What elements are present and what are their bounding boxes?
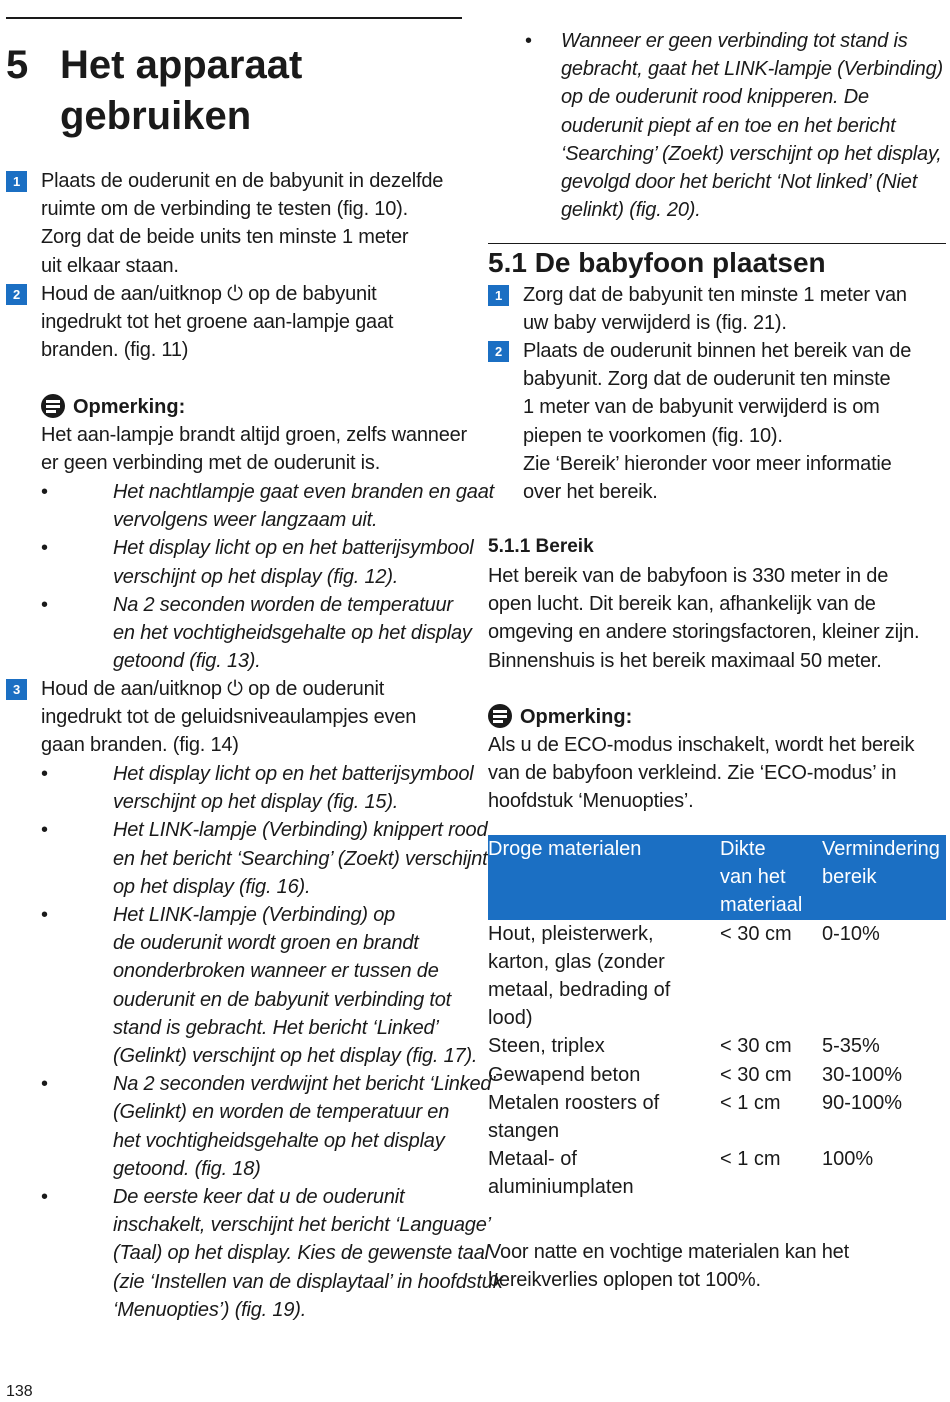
step-text: [523, 281, 907, 337]
bullet-line: (Taal) op het display. Kies de gewenste taal: [113, 1242, 489, 1265]
bullet-line: Het LINK-lampje (Verbinding) knippert rood: [113, 819, 488, 842]
header-line: materiaal: [720, 894, 803, 917]
cell-line: lood): [488, 1007, 533, 1030]
table-cell: [822, 920, 946, 1033]
bullet-marker: •: [41, 481, 48, 503]
step-badge: 2: [488, 341, 509, 362]
text-line: babyunit. Zorg dat de ouderunit ten minste: [523, 368, 891, 391]
text-line: Als u de ECO-modus inschakelt, wordt het bereik: [488, 734, 915, 756]
cell-line: stangen: [488, 1120, 560, 1143]
range-text: [488, 562, 919, 675]
bullet-line: (Gelinkt) en worden de temperatuur en: [113, 1101, 450, 1124]
text-line: hoofdstuk ‘Menuopties’.: [488, 790, 694, 813]
header-line: Droge materialen: [488, 838, 642, 860]
step-badge: 2: [6, 284, 27, 305]
table-cell: [488, 920, 720, 1033]
table-header-cell: [822, 835, 946, 920]
bullet-text: [113, 591, 472, 676]
table-cell: [720, 1061, 822, 1089]
table-cell: [488, 1089, 720, 1145]
bullet-marker: •: [525, 30, 532, 52]
top-rule-left: [6, 17, 462, 19]
bullet-text: [113, 760, 474, 816]
step-text: [41, 167, 443, 280]
cell-line: < 1 cm: [720, 1148, 781, 1171]
bullet-marker: •: [41, 1186, 48, 1209]
text-line: Houd de aan/uitknop ⏻ op de ouderunit: [41, 678, 385, 700]
bullet-line: Het display licht op en het batterijsymbool: [113, 763, 474, 785]
bullet-line: op de ouderunit rood knipperen. De: [561, 86, 869, 109]
table-cell: [822, 1145, 946, 1201]
closing-text: [488, 1238, 849, 1294]
bullet-line: Na 2 seconden worden de temperatuur: [113, 593, 453, 616]
cell-line: 5-35%: [822, 1035, 880, 1058]
text-line: over het bereik.: [523, 481, 658, 504]
cell-line: < 30 cm: [720, 1035, 792, 1058]
bullet-line: ouderunit piept af en toe en het bericht: [561, 114, 896, 137]
table-cell: [488, 1032, 720, 1060]
table-header-row: [488, 835, 946, 920]
text-line: Zie ‘Bereik’ hieronder voor meer informatie: [523, 452, 892, 475]
bullet-item: [41, 760, 474, 816]
bullet-marker: •: [41, 819, 48, 842]
bullet-item: [41, 1070, 496, 1183]
bullet-line: ouderunit en de babyunit verbinding tot: [113, 988, 452, 1011]
table-row: [488, 1032, 946, 1060]
text-line: Plaats de ouderunit en de babyunit in dezelfde: [41, 170, 444, 192]
text-line: er geen verbinding met de ouderunit is.: [41, 452, 381, 475]
step-badge: 3: [6, 679, 27, 700]
bullet-line: verschijnt op het display (fig. 15).: [113, 791, 399, 814]
bullet-line: stand is gebracht. Het bericht ‘Linked’: [113, 1016, 439, 1039]
note-icon: [41, 394, 65, 418]
bullet-line: vervolgens weer langzaam uit.: [113, 509, 378, 532]
cell-line: Metalen roosters of: [488, 1091, 660, 1114]
step-text: [523, 337, 911, 506]
table-row: [488, 1061, 946, 1089]
bullet-line: het vochtigheidsgehalte op het display: [113, 1129, 445, 1152]
table-header-cell: [720, 835, 822, 920]
bullet-line: verschijnt op het display (fig. 12).: [113, 565, 399, 588]
bullet-list: [41, 760, 503, 1324]
cell-line: 30-100%: [822, 1063, 903, 1086]
table-row: [488, 920, 946, 1033]
header-line: bereik: [822, 866, 877, 889]
step-text: [41, 280, 393, 365]
cell-line: < 30 cm: [720, 922, 792, 945]
table-cell: [720, 1089, 822, 1145]
bullet-text: [113, 1183, 503, 1324]
bullet-line: ‘Searching’ (Zoekt) verschijnt op het display,: [561, 142, 942, 165]
text-line: piepen te voorkomen (fig. 10).: [523, 424, 783, 447]
table-cell: [720, 1032, 822, 1060]
bullet-text: [113, 478, 494, 534]
cell-line: < 30 cm: [720, 1063, 792, 1086]
cell-line: Steen, triplex: [488, 1035, 605, 1058]
chapter-number: 5: [6, 43, 29, 87]
bullet-line: (Gelinkt) verschijnt op het display (fig. 17).: [113, 1045, 478, 1068]
note-text: [41, 421, 467, 477]
page-number: 138: [6, 1383, 33, 1400]
text-line: open lucht. Dit bereik kan, afhankelijk van de: [488, 593, 876, 616]
text-line: gaan branden. (fig. 14): [41, 734, 239, 757]
cell-line: aluminiumplaten: [488, 1176, 634, 1199]
bullet-item: [41, 591, 472, 676]
header-line: Vermindering: [822, 838, 940, 860]
bullet-text: [113, 901, 478, 1070]
bullet-line: inschakelt, verschijnt het bericht ‘Language’: [113, 1214, 491, 1237]
text-line: omgeving en andere storingsfactoren, kleiner zijn.: [488, 621, 920, 644]
text-line: Zorg dat de babyunit ten minste 1 meter van: [523, 284, 907, 306]
table-row: [488, 1145, 946, 1201]
cell-line: metaal, bedrading of: [488, 979, 671, 1002]
section-rule: [488, 243, 946, 244]
bullet-text: [113, 1070, 496, 1183]
text-line: bereikverlies oplopen tot 100%.: [488, 1269, 761, 1292]
step-badge: 1: [488, 285, 509, 306]
cell-line: 90-100%: [822, 1091, 903, 1114]
text-line: ruimte om de verbinding te testen (fig. 10).: [41, 198, 408, 221]
text-line: Het aan-lampje brandt altijd groen, zelfs wanneer: [41, 424, 468, 446]
text-line: uit elkaar staan.: [41, 254, 179, 277]
table-cell: [822, 1089, 946, 1145]
bullet-item: [41, 478, 494, 534]
header-line: Dikte: [720, 838, 766, 860]
bullet-item: [41, 1183, 503, 1324]
bullet-item: [41, 901, 478, 1070]
cell-line: Hout, pleisterwerk,: [488, 922, 654, 945]
table-cell: [822, 1061, 946, 1089]
bullet-line: Wanneer er geen verbinding tot stand is: [561, 30, 908, 52]
bullet-list: [488, 27, 946, 224]
text-line: van de babyfoon verkleind. Zie ‘ECO-modus’ in: [488, 762, 897, 785]
bullet-list: [41, 478, 494, 675]
note-text: [488, 731, 914, 816]
text-line: Het bereik van de babyfoon is 330 meter in de: [488, 565, 889, 587]
subsection-title: 5.1.1 Bereik: [488, 536, 594, 557]
header-line: van het: [720, 866, 786, 889]
bullet-item: [488, 27, 946, 224]
bullet-marker: •: [41, 904, 48, 927]
text-line: 1 meter van de babyunit verwijderd is om: [523, 396, 880, 419]
note-heading: Opmerking:: [488, 703, 632, 731]
text-line: Zorg dat de beide units ten minste 1 meter: [41, 226, 409, 249]
text-line: Voor natte en vochtige materialen kan het: [488, 1241, 849, 1263]
text-line: Plaats de ouderunit binnen het bereik van de: [523, 340, 912, 362]
bullet-line: Het display licht op en het batterijsymbool: [113, 537, 474, 560]
range-table: [488, 835, 946, 1202]
cell-line: Metaal- of: [488, 1148, 577, 1171]
bullet-line: Het LINK-lampje (Verbinding) op: [113, 904, 396, 927]
bullet-line: ‘Menuopties’) (fig. 19).: [113, 1298, 307, 1321]
bullet-line: de ouderunit wordt groen en brandt: [113, 932, 419, 955]
chapter-title: Het apparaat gebruiken: [60, 43, 303, 138]
text-line: branden. (fig. 11): [41, 339, 189, 362]
bullet-line: gelinkt) (fig. 20).: [561, 199, 701, 222]
bullet-marker: •: [41, 1073, 48, 1096]
table-header-cell: [488, 835, 720, 920]
cell-line: 100%: [822, 1148, 874, 1171]
text-line: Houd de aan/uitknop ⏻ op de babyunit: [41, 283, 377, 305]
bullet-line: getoond (fig. 13).: [113, 650, 261, 673]
bullet-marker: •: [41, 593, 48, 616]
bullet-line: getoond. (fig. 18): [113, 1157, 261, 1180]
bullet-line: (zie ‘Instellen van de displaytaal’ in hoofdstuk: [113, 1270, 503, 1293]
bullet-line: Het nachtlampje gaat even branden en gaat: [113, 481, 494, 503]
cell-line: Gewapend beton: [488, 1063, 641, 1086]
table-cell: [488, 1061, 720, 1089]
bullet-line: en het vochtigheidsgehalte op het display: [113, 622, 472, 645]
note-heading: Opmerking:: [41, 393, 185, 421]
note-icon: [488, 704, 512, 728]
table-cell: [488, 1145, 720, 1201]
text-line: uw baby verwijderd is (fig. 21).: [523, 312, 787, 335]
section-title: 5.1 De babyfoon plaatsen: [488, 247, 826, 278]
bullet-text: [113, 534, 474, 590]
bullet-line: ononderbroken wanneer er tussen de: [113, 960, 439, 983]
bullet-line: De eerste keer dat u de ouderunit: [113, 1186, 405, 1209]
table-cell: [822, 1032, 946, 1060]
bullet-text: [561, 27, 946, 224]
table-cell: [720, 920, 822, 1033]
bullet-item: [41, 816, 488, 901]
step-badge: 1: [6, 171, 27, 192]
table-row: [488, 1089, 946, 1145]
bullet-line: gebracht, gaat het LINK-lampje (Verbinding): [561, 58, 943, 81]
bullet-line: en het bericht ‘Searching’ (Zoekt) verschijnt: [113, 847, 488, 870]
text-line: ingedrukt tot de geluidsniveaulampjes even: [41, 706, 417, 729]
text-line: Binnenshuis is het bereik maximaal 50 meter.: [488, 649, 882, 672]
bullet-marker: •: [41, 537, 48, 560]
bullet-line: Na 2 seconden verdwijnt het bericht ‘Linked’: [113, 1073, 496, 1096]
step-text: [41, 675, 416, 760]
bullet-item: [41, 534, 474, 590]
text-line: ingedrukt tot het groene aan-lampje gaat: [41, 311, 394, 334]
cell-line: karton, glas (zonder: [488, 950, 665, 973]
bullet-text: [113, 816, 488, 901]
bullet-marker: •: [41, 763, 48, 785]
table-cell: [720, 1145, 822, 1201]
cell-line: < 1 cm: [720, 1091, 781, 1114]
cell-line: 0-10%: [822, 922, 880, 945]
bullet-line: op het display (fig. 16).: [113, 875, 311, 898]
bullet-line: gevolgd door het bericht ‘Not linked’ (Niet: [561, 171, 918, 194]
